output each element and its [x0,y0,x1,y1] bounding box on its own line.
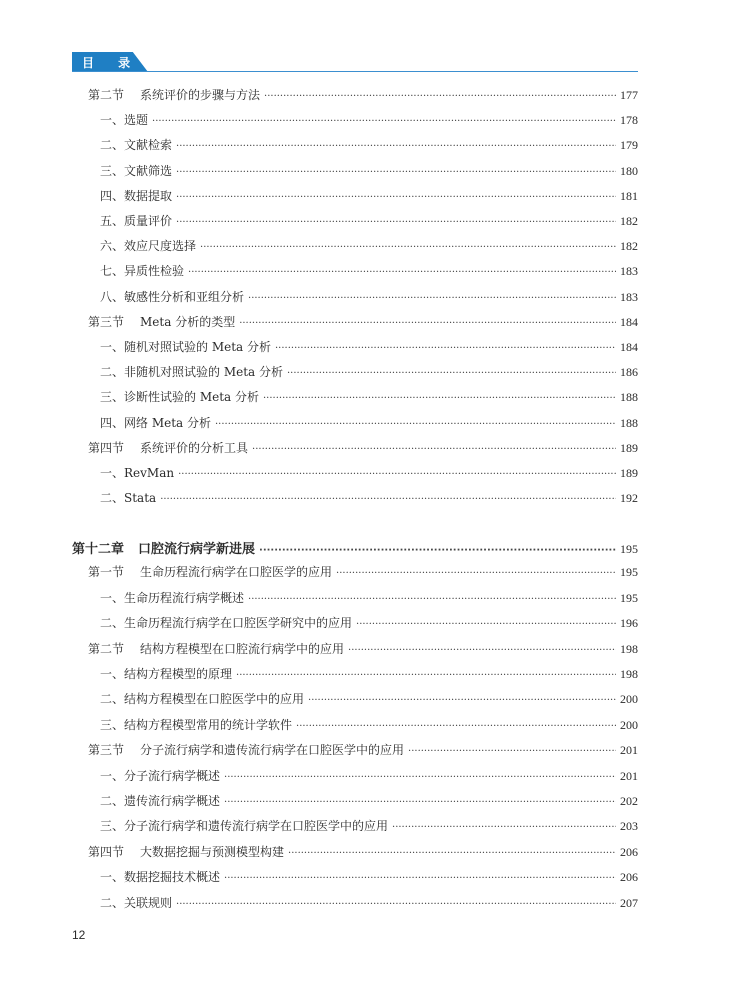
toc-entry-label [100,817,388,834]
toc-entry-label [100,614,352,631]
toc-entry-label [100,464,174,481]
toc-entry-title: 二、结构方程模型在口腔医学中的应用 [100,692,305,707]
toc-entry-title: 生命历程流行病学在口腔医学的应用 [140,565,333,580]
toc-entry-title: 七、异质性检验 [100,264,185,279]
toc-entry-title: 三、结构方程模型常用的统计学软件 [100,717,293,732]
toc-entry-title: 四、网络 Meta 分析 [100,415,211,430]
toc-subsection-entry[interactable] [100,187,638,207]
toc-subsection-entry[interactable] [100,464,638,484]
toc-entry-page: 186 [620,365,638,380]
toc-entry-title: 三、诊断性试验的 Meta 分析 [100,390,259,405]
toc-leader-dots [224,873,616,884]
toc-entry-number: 第一节 [88,565,125,580]
toc-section-entry[interactable] [88,640,638,660]
toc-entry-title: 结构方程模型在口腔流行病学中的应用 [140,641,345,656]
toc-entry-page: 182 [620,214,638,228]
toc-header-rule [72,71,638,72]
toc-entry-page: 201 [620,768,638,783]
toc-entry-title: Meta 分析的类型 [140,314,236,329]
toc-entry-title: 三、文献筛选 [100,163,173,178]
toc-subsection-entry[interactable] [100,614,638,634]
toc-subsection-entry[interactable] [100,162,638,182]
toc-leader-dots [178,469,616,480]
toc-entry-title: 一、结构方程模型的原理 [100,667,233,681]
toc-entry-page: 198 [620,641,638,656]
toc-entry-label [100,212,172,229]
toc-entry-title: 六、效应尺度选择 [100,239,197,254]
toc-entry-label [72,538,255,557]
toc-section-entry[interactable] [88,741,638,761]
page-number: 12 [72,928,86,942]
toc-entry-title: 五、质量评价 [100,214,173,228]
toc-entry-number: 第二节 [88,641,125,656]
toc-entry-label [100,288,244,305]
toc-entry-title: 一、分子流行病学概述 [100,768,221,783]
toc-entry-label [100,716,292,733]
toc-leader-dots [176,217,616,228]
toc-entry-number: 第四节 [88,844,125,859]
toc-entry-label [100,894,172,911]
toc-entry-label [100,162,172,179]
toc-subsection-entry[interactable] [100,894,638,914]
toc-entry-page: 189 [620,440,638,455]
toc-leader-dots [176,167,616,178]
toc-subsection-entry[interactable] [100,212,638,232]
toc-entry-label [88,741,404,758]
toc-subsection-entry[interactable] [100,489,638,509]
toc-entry-page: 183 [620,264,638,279]
toc-entry-page: 206 [620,844,638,859]
toc-leader-dots [288,848,616,859]
toc-subsection-entry[interactable] [100,868,638,888]
toc-chapter-entry[interactable] [72,538,638,558]
toc-entry-page: 179 [620,138,638,153]
toc-leader-dots [408,746,616,757]
toc-entry-label [100,111,148,128]
toc-entry-page: 180 [620,163,638,178]
toc-entry-page: 195 [620,542,638,556]
toc-entry-page: 195 [620,590,638,605]
toc-entry-page: 184 [620,314,638,329]
toc-entry-title: 二、生命历程流行病学在口腔医学研究中的应用 [100,616,353,631]
toc-entry-page: 188 [620,390,638,405]
toc-subsection-entry[interactable] [100,288,638,308]
toc-entry-title: 八、敏感性分析和亚组分析 [100,289,245,304]
toc-leader-dots [356,619,616,630]
toc-subsection-entry[interactable] [100,589,638,609]
toc-entry-label [100,414,211,431]
toc-leader-dots [188,267,616,278]
toc-entry-label [100,338,271,355]
toc-entry-number: 第四节 [88,440,125,455]
toc-entry-title: 一、RevMan [100,466,175,480]
toc-entry-label [100,792,220,809]
toc-entry-page: 182 [620,239,638,254]
toc-subsection-entry[interactable] [100,792,638,812]
toc-leader-dots [252,444,616,455]
toc-leader-dots [215,419,616,430]
toc-entry-page: 207 [620,895,638,910]
toc-entry-title: 二、关联规则 [100,895,173,910]
toc-entry-page: 196 [620,616,638,631]
toc-leader-dots [239,318,616,329]
toc-header-title: 目 录 [82,56,141,70]
toc-entry-label [100,388,259,405]
toc-entry-label [100,489,156,506]
toc-section-entry[interactable] [88,313,638,333]
toc-leader-dots [392,822,616,833]
toc-entry-title: 一、选题 [100,113,149,128]
toc-subsection-entry[interactable] [100,237,638,257]
toc-entry-title: 大数据挖掘与预测模型构建 [140,844,285,859]
toc-entry-page: 198 [620,667,638,681]
toc-entry-page: 203 [620,819,638,834]
toc-leader-dots [296,721,616,732]
toc-entry-title: 四、数据提取 [100,188,173,203]
toc-entry-page: 201 [620,743,638,758]
toc-entry-page: 192 [620,491,638,506]
toc-section-entry[interactable] [88,439,638,459]
toc-entry-title: 口腔流行病学新进展 [138,542,256,557]
toc-entry-title: 一、生命历程流行病学概述 [100,590,245,605]
toc-entry-title: 二、非随机对照试验的 Meta 分析 [100,365,283,380]
toc-entry-page: 188 [620,415,638,430]
toc-entry-number: 第十二章 [72,542,125,557]
toc-entry-page: 183 [620,289,638,304]
toc-leader-dots [248,293,616,304]
toc-entry-label [100,136,172,153]
toc-entry-page: 195 [620,565,638,580]
toc-leader-dots [176,899,616,910]
toc-subsection-entry[interactable] [100,363,638,383]
toc-leader-dots [160,494,616,505]
toc-subsection-entry[interactable] [100,690,638,710]
toc-subsection-entry[interactable] [100,665,638,685]
toc-leader-dots [224,772,616,783]
toc-leader-dots [263,393,616,404]
toc-entry-page: 200 [620,717,638,732]
toc-entry-label [88,86,260,103]
toc-entry-page: 202 [620,794,638,808]
toc-entry-number: 第二节 [88,88,125,102]
toc-leader-dots [176,192,616,203]
toc-leader-dots [348,645,616,656]
toc-entry-label [100,262,184,279]
toc-section-entry[interactable] [88,843,638,863]
toc-entry-label [88,843,284,860]
toc-leader-dots [224,797,616,808]
toc-entry-page: 178 [620,113,638,128]
toc-entry-page: 184 [620,340,638,354]
toc-leader-dots [236,670,616,681]
toc-entry-label [88,439,248,456]
toc-entry-page: 181 [620,188,638,203]
toc-entry-title: 系统评价的分析工具 [140,440,249,455]
toc-subsection-entry[interactable] [100,338,638,358]
toc-subsection-entry[interactable] [100,111,638,131]
toc-entry-label [100,187,172,204]
toc-entry-title: 三、分子流行病学和遗传流行病学在口腔医学中的应用 [100,819,389,834]
toc-leader-dots [308,695,616,706]
toc-entry-title: 二、Stata [100,491,157,506]
toc-entry-label [100,363,283,380]
toc-entry-label [100,690,304,707]
toc-subsection-entry[interactable] [100,767,638,787]
toc-leader-dots [275,343,616,354]
toc-entry-label [88,563,332,580]
toc-section-entry[interactable] [88,563,638,583]
toc-entry-title: 一、随机对照试验的 Meta 分析 [100,340,271,354]
toc-entry-title: 系统评价的步骤与方法 [140,88,261,102]
toc-entry-page: 206 [620,870,638,885]
toc-leader-dots [287,368,616,379]
toc-entry-label [88,313,235,330]
toc-leader-dots [248,594,616,605]
toc-entry-title: 一、数据挖掘技术概述 [100,870,221,885]
toc-entry-page: 189 [620,466,638,480]
toc-leader-dots [264,91,616,102]
toc-entry-page: 200 [620,692,638,707]
toc-leader-dots [336,568,616,579]
toc-entry-title: 二、遗传流行病学概述 [100,794,221,808]
toc-leader-dots [152,116,616,127]
toc-entry-title: 二、文献检索 [100,138,173,153]
toc-section-entry[interactable] [88,86,638,106]
toc-subsection-entry[interactable] [100,136,638,156]
toc-entry-number: 第三节 [88,743,125,758]
toc-subsection-entry[interactable] [100,414,638,434]
toc-entry-label [100,767,220,784]
toc-subsection-entry[interactable] [100,262,638,282]
toc-entry-label [100,868,220,885]
toc-leader-dots [259,545,616,556]
toc-subsection-entry[interactable] [100,716,638,736]
toc-entry-label [88,640,344,657]
toc-header [72,52,638,74]
toc-leader-dots [176,141,616,152]
toc-entry-page: 177 [620,88,638,102]
toc-entry-label [100,589,244,606]
toc-leader-dots [200,242,616,253]
toc-entry-label [100,665,232,682]
toc-entry-title: 分子流行病学和遗传流行病学在口腔医学中的应用 [140,743,405,758]
toc-entry-number: 第三节 [88,314,125,329]
toc-entry-label [100,237,196,254]
toc-subsection-entry[interactable] [100,817,638,837]
toc-subsection-entry[interactable] [100,388,638,408]
